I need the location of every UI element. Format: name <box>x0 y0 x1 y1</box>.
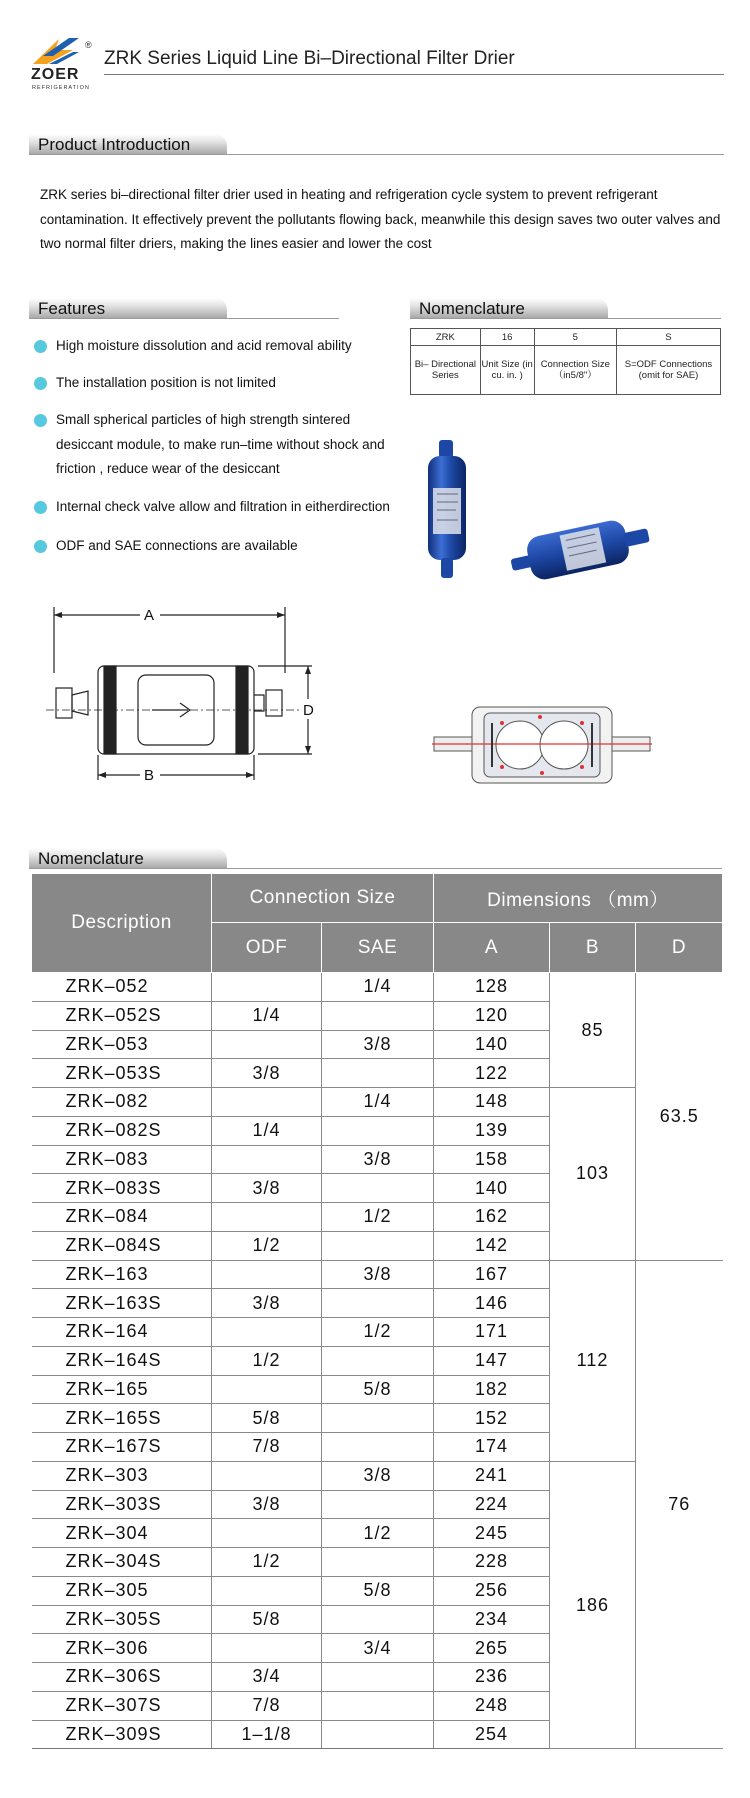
bullet-dot-icon <box>34 540 47 553</box>
model-cell: ZRK–307S <box>32 1691 212 1720</box>
dimension-d-cell: 76 <box>636 1260 723 1749</box>
sae-cell: 3/8 <box>322 1030 434 1059</box>
sae-cell: 1/4 <box>322 973 434 1002</box>
odf-cell <box>212 1634 322 1663</box>
dimension-label-d: D <box>303 702 314 719</box>
header-sae: SAE <box>322 923 434 973</box>
meaning-cell: Unit Size (in cu. in. ) <box>480 346 534 395</box>
dimension-a-cell: 256 <box>434 1576 550 1605</box>
sae-cell <box>322 1663 434 1692</box>
header-divider <box>104 74 724 75</box>
meaning-cell: S=ODF Connections (omit for SAE) <box>616 346 720 395</box>
sae-cell <box>322 1231 434 1260</box>
feature-text: High moisture dissolution and acid removal ability <box>56 338 352 353</box>
dimension-a-cell: 234 <box>434 1605 550 1634</box>
model-cell: ZRK–163S <box>32 1289 212 1318</box>
sae-cell <box>322 1059 434 1088</box>
sae-cell: 1/2 <box>322 1203 434 1232</box>
odf-cell <box>212 1145 322 1174</box>
model-cell: ZRK–305S <box>32 1605 212 1634</box>
zoer-logo-mark-icon <box>29 36 83 66</box>
model-cell: ZRK–082 <box>32 1088 212 1117</box>
dimension-a-cell: 158 <box>434 1145 550 1174</box>
feature-text: ODF and SAE connections are available <box>56 538 298 553</box>
dimension-a-cell: 140 <box>434 1174 550 1203</box>
sae-cell <box>322 1720 434 1749</box>
dimension-b-cell: 103 <box>550 1088 636 1261</box>
odf-cell <box>212 1203 322 1232</box>
dimension-a-cell: 146 <box>434 1289 550 1318</box>
model-cell: ZRK–306S <box>32 1663 212 1692</box>
model-cell: ZRK–165 <box>32 1375 212 1404</box>
model-cell: ZRK–304S <box>32 1548 212 1577</box>
header-description: Description <box>32 874 212 973</box>
filter-drier-horizontal <box>507 514 653 586</box>
dimension-a-cell: 162 <box>434 1203 550 1232</box>
odf-cell: 3/8 <box>212 1490 322 1519</box>
dimension-a-cell: 167 <box>434 1260 550 1289</box>
odf-cell: 1–1/8 <box>212 1720 322 1749</box>
code-cell: 5 <box>534 329 616 346</box>
odf-cell <box>212 973 322 1002</box>
sae-cell <box>322 1001 434 1030</box>
header-d: D <box>636 923 723 973</box>
dimension-a-cell: 142 <box>434 1231 550 1260</box>
dimension-a-cell: 265 <box>434 1634 550 1663</box>
model-cell: ZRK–304 <box>32 1519 212 1548</box>
odf-cell <box>212 1318 322 1347</box>
section-header-nomenclature-small <box>410 298 721 320</box>
logo-wordmark: ZOER <box>31 66 80 83</box>
table-body <box>32 973 723 1749</box>
table-row <box>32 1260 723 1289</box>
odf-cell: 1/2 <box>212 1231 322 1260</box>
dimension-a-cell: 148 <box>434 1088 550 1117</box>
filter-drier-vertical <box>428 440 466 578</box>
feature-item <box>32 334 432 359</box>
section-header-features <box>29 298 339 320</box>
dimension-a-cell: 245 <box>434 1519 550 1548</box>
dimension-a-cell: 171 <box>434 1318 550 1347</box>
header-connection-size: Connection Size <box>212 874 434 923</box>
sae-cell <box>322 1116 434 1145</box>
dimension-a-cell: 228 <box>434 1548 550 1577</box>
section-tab <box>29 134 227 154</box>
logo-tagline: REFRIGERATION <box>32 85 90 91</box>
feature-item <box>32 371 432 396</box>
nomenclature-meaning-row <box>411 346 721 395</box>
dimension-a-cell: 224 <box>434 1490 550 1519</box>
model-cell: ZRK–083 <box>32 1145 212 1174</box>
model-cell: ZRK–167S <box>32 1433 212 1462</box>
sae-cell: 1/2 <box>322 1318 434 1347</box>
feature-text: Internal check valve allow and filtration in eitherdirection <box>56 499 390 514</box>
odf-cell: 5/8 <box>212 1404 322 1433</box>
model-cell: ZRK–309S <box>32 1720 212 1749</box>
odf-cell: 3/8 <box>212 1174 322 1203</box>
bullet-dot-icon <box>34 340 47 353</box>
header-odf: ODF <box>212 923 322 973</box>
sae-cell <box>322 1605 434 1634</box>
model-cell: ZRK–053S <box>32 1059 212 1088</box>
bullet-dot-icon <box>34 501 47 514</box>
section-title-nomenclature-table: Nomenclature <box>38 849 144 868</box>
model-cell: ZRK–084 <box>32 1203 212 1232</box>
model-cell: ZRK–305 <box>32 1576 212 1605</box>
model-cell: ZRK–084S <box>32 1231 212 1260</box>
dimension-a-cell: 128 <box>434 973 550 1002</box>
dimension-a-cell: 120 <box>434 1001 550 1030</box>
dimension-b-cell: 85 <box>550 973 636 1088</box>
odf-cell: 7/8 <box>212 1691 322 1720</box>
sae-cell <box>322 1433 434 1462</box>
feature-text: The installation position is not limited <box>56 375 276 390</box>
sae-cell: 3/8 <box>322 1260 434 1289</box>
model-cell: ZRK–303S <box>32 1490 212 1519</box>
sae-cell <box>322 1548 434 1577</box>
odf-cell: 1/4 <box>212 1001 322 1030</box>
sae-cell: 3/8 <box>322 1461 434 1490</box>
odf-cell <box>212 1519 322 1548</box>
intro-paragraph: ZRK series bi–directional filter drier used in heating and refrigeration cycle system to prevent refrigerant contamination. It effectively prevent the pollutants flowing back, meanwhile this design saves two outer valves and two normal filter driers, making the lines easier and lower the cost <box>40 187 721 251</box>
dimension-a-cell: 139 <box>434 1116 550 1145</box>
dimension-drawing <box>40 595 360 790</box>
code-cell: 16 <box>480 329 534 346</box>
specification-table <box>31 873 723 1749</box>
section-divider <box>29 868 722 869</box>
model-cell: ZRK–306 <box>32 1634 212 1663</box>
dimension-a-cell: 241 <box>434 1461 550 1490</box>
section-title-features: Features <box>38 299 106 318</box>
section-divider <box>29 318 339 319</box>
cutaway-illustration <box>432 693 652 798</box>
dimension-a-cell: 254 <box>434 1720 550 1749</box>
section-tab <box>410 298 608 318</box>
header-b: B <box>550 923 636 973</box>
model-cell: ZRK–052 <box>32 973 212 1002</box>
sae-cell: 3/8 <box>322 1145 434 1174</box>
odf-cell: 1/2 <box>212 1346 322 1375</box>
model-cell: ZRK–082S <box>32 1116 212 1145</box>
sae-cell <box>322 1404 434 1433</box>
dimension-a-cell: 182 <box>434 1375 550 1404</box>
sae-cell: 3/4 <box>322 1634 434 1663</box>
sae-cell <box>322 1289 434 1318</box>
product-photo <box>418 430 708 640</box>
sae-cell <box>322 1490 434 1519</box>
sae-cell: 1/2 <box>322 1519 434 1548</box>
section-title-nomenclature: Nomenclature <box>419 299 525 318</box>
section-title-intro: Product Introduction <box>38 135 191 154</box>
odf-cell <box>212 1576 322 1605</box>
dimension-a-cell: 236 <box>434 1663 550 1692</box>
dimension-b-cell: 112 <box>550 1260 636 1461</box>
dimension-a-cell: 122 <box>434 1059 550 1088</box>
dimension-a-cell: 174 <box>434 1433 550 1462</box>
code-cell: S <box>616 329 720 346</box>
odf-cell: 7/8 <box>212 1433 322 1462</box>
dimension-a-cell: 248 <box>434 1691 550 1720</box>
table-row <box>32 1088 723 1117</box>
table-row <box>32 973 723 1002</box>
section-tab <box>29 298 227 318</box>
model-cell: ZRK–164S <box>32 1346 212 1375</box>
dimension-a-cell: 140 <box>434 1030 550 1059</box>
model-cell: ZRK–083S <box>32 1174 212 1203</box>
dimension-d-cell: 63.5 <box>636 973 723 1261</box>
odf-cell <box>212 1375 322 1404</box>
model-cell: ZRK–165S <box>32 1404 212 1433</box>
model-cell: ZRK–053 <box>32 1030 212 1059</box>
meaning-cell: Bi– Directional Series <box>411 346 481 395</box>
header-a: A <box>434 923 550 973</box>
section-tab <box>29 848 227 868</box>
header-dimensions: Dimensions （mm） <box>434 874 723 923</box>
table-row <box>32 1461 723 1490</box>
odf-cell: 5/8 <box>212 1605 322 1634</box>
odf-cell <box>212 1260 322 1289</box>
model-cell: ZRK–303 <box>32 1461 212 1490</box>
section-divider <box>410 318 721 319</box>
model-cell: ZRK–163 <box>32 1260 212 1289</box>
dimension-b-cell: 186 <box>550 1461 636 1749</box>
dimension-label-b: B <box>144 767 155 784</box>
model-cell: ZRK–164 <box>32 1318 212 1347</box>
code-cell: ZRK <box>411 329 481 346</box>
odf-cell: 3/4 <box>212 1663 322 1692</box>
sae-cell <box>322 1174 434 1203</box>
feature-text: Small spherical particles of high strength sintered desiccant module, to make run–time without shock and friction , reduce wear of the desiccant <box>56 412 385 476</box>
odf-cell <box>212 1030 322 1059</box>
dimension-a-cell: 152 <box>434 1404 550 1433</box>
feature-item <box>32 408 392 482</box>
section-header-intro <box>29 134 724 156</box>
table-header-row <box>32 874 723 923</box>
dimension-label-a: A <box>144 607 155 624</box>
bullet-dot-icon <box>34 414 47 427</box>
sae-cell: 1/4 <box>322 1088 434 1117</box>
odf-cell <box>212 1461 322 1490</box>
model-cell: ZRK–052S <box>32 1001 212 1030</box>
sae-cell <box>322 1346 434 1375</box>
meaning-cell: Connection Size（in5/8"） <box>534 346 616 395</box>
odf-cell: 3/8 <box>212 1289 322 1318</box>
page-title: ZRK Series Liquid Line Bi–Directional Filter Drier <box>104 48 515 69</box>
odf-cell: 1/4 <box>212 1116 322 1145</box>
odf-cell <box>212 1088 322 1117</box>
odf-cell: 3/8 <box>212 1059 322 1088</box>
dimension-a-cell: 147 <box>434 1346 550 1375</box>
zoer-logo <box>29 36 91 94</box>
sae-cell: 5/8 <box>322 1576 434 1605</box>
sae-cell <box>322 1691 434 1720</box>
registered-mark: ® <box>85 40 92 50</box>
section-header-nomenclature-table <box>29 848 722 870</box>
section-divider <box>29 154 724 155</box>
bullet-dot-icon <box>34 377 47 390</box>
nomenclature-code-row <box>411 329 721 346</box>
nomenclature-code-table <box>410 328 721 395</box>
sae-cell: 5/8 <box>322 1375 434 1404</box>
feature-item <box>32 495 432 520</box>
odf-cell: 1/2 <box>212 1548 322 1577</box>
page-header <box>29 36 724 94</box>
feature-item <box>32 534 432 559</box>
